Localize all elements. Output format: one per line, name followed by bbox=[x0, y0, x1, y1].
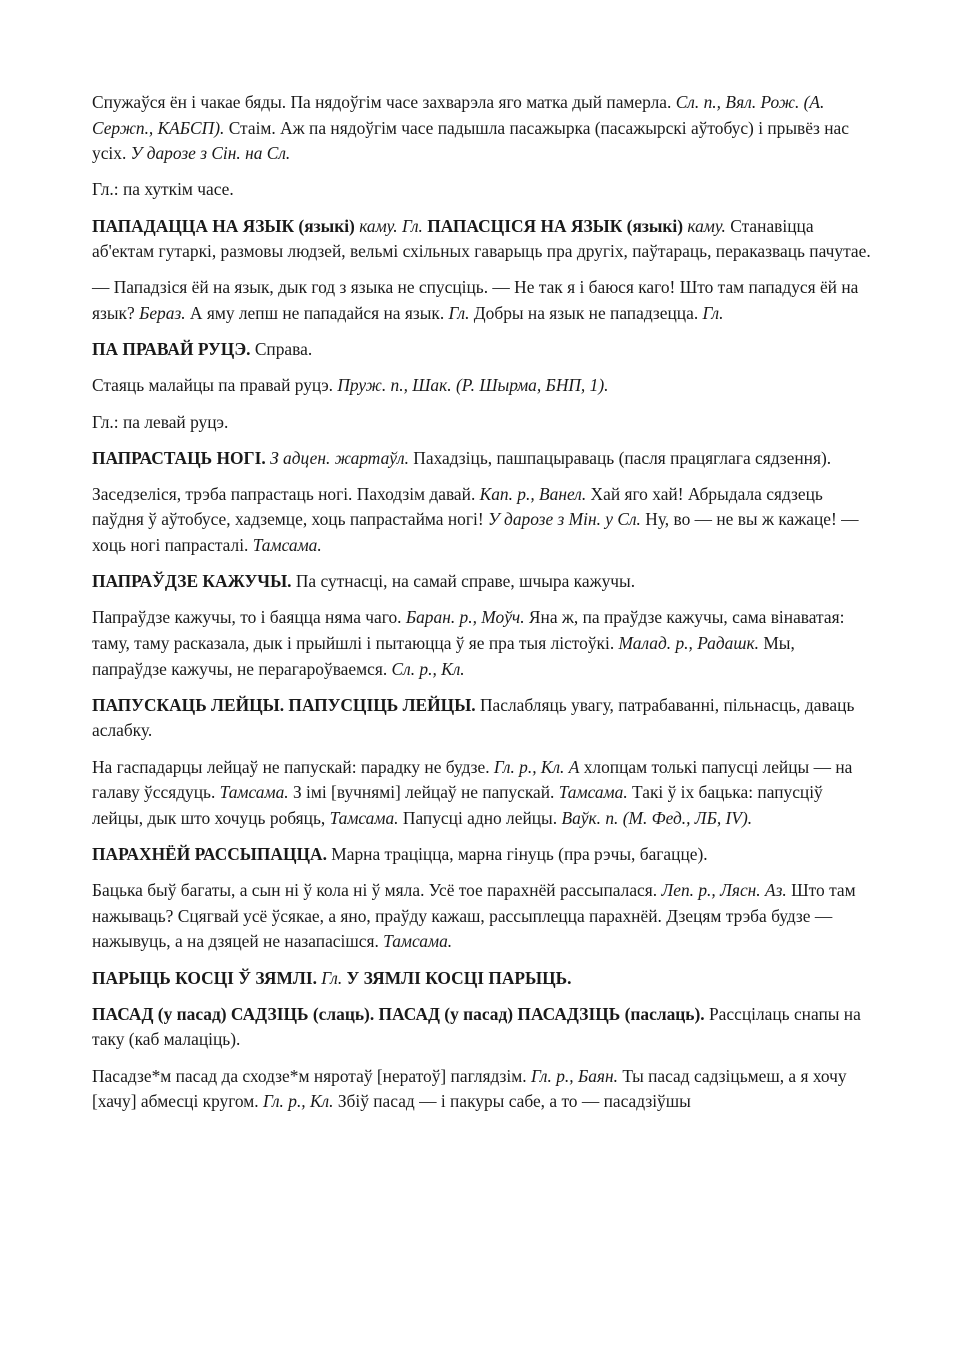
paragraph bbox=[92, 214, 872, 265]
source-reference: Гл. р., Кл. bbox=[263, 1091, 334, 1112]
source-reference: Гл. bbox=[702, 302, 724, 323]
entry-headword: ПА ПРАВАЙ РУЦЭ. bbox=[92, 339, 251, 360]
text-run: Такі ў іх бацька: папусціў лейцы, дык што хочуць робяць, bbox=[92, 782, 823, 828]
paragraph bbox=[92, 569, 872, 595]
paragraph bbox=[92, 693, 872, 744]
text-run: Станавіцца аб'ектам гутаркі, размовы людзей, вельмі схільных гаварыць пра другіх, паўтараць, пераказваць пачутае. bbox=[92, 215, 871, 262]
paragraph bbox=[92, 410, 872, 436]
source-reference: Тамсама. bbox=[252, 535, 322, 556]
entry-headword: ПАРАХНЁЙ РАССЫПАЦЦА. bbox=[92, 843, 327, 864]
source-reference: Гл. р., Баян. bbox=[530, 1065, 618, 1086]
paragraph bbox=[92, 605, 872, 682]
source-reference: Гл. bbox=[448, 302, 470, 323]
document-page bbox=[92, 90, 872, 1125]
entry-headword: ПАРЫЦЬ КОСЦІ Ў ЗЯМЛІ. bbox=[92, 967, 317, 988]
source-reference: каму. bbox=[683, 215, 726, 236]
paragraph bbox=[92, 1002, 872, 1053]
source-reference: У дарозе з Сін. на Сл. bbox=[130, 143, 291, 164]
text-run: Ну, во — не вы ж кажаце! — хоць ногі папрасталі. bbox=[92, 509, 859, 556]
text-run: Справа. bbox=[250, 339, 313, 360]
text-run: Бацька быў багаты, а сын ні ў кола ні ў мяла. Усё тое парахнёй рассыпалася. bbox=[92, 880, 662, 901]
paragraph bbox=[92, 878, 872, 955]
paragraph bbox=[92, 275, 872, 326]
entry-headword: ПАПАСЦІСЯ НА ЯЗЫК (языкі) bbox=[422, 215, 684, 236]
paragraph bbox=[92, 966, 872, 992]
text-run: Яна ж, па праўдзе кажучы, сама вінаватая: таму, таму расказала, дык і прыйшлі і пытаюцца ў яе пра тыя лістоўкі. bbox=[92, 607, 845, 654]
text-run: Хай яго хай! Абрыдала сядзець паўдня ў аўтобусе, хадземце, хоць папрастайма ногі! bbox=[92, 483, 823, 530]
paragraph bbox=[92, 1064, 872, 1115]
text-run: Ты пасад садзіцьмеш, а я хочу [хачу] абмесці кругом. bbox=[92, 1065, 847, 1112]
source-reference: З адцен. жартаўл. bbox=[265, 447, 409, 468]
text-run: З імі [вучнямі] лейцаў не папускай. bbox=[288, 782, 559, 803]
paragraph bbox=[92, 373, 872, 399]
source-reference: Тамсама. bbox=[329, 807, 399, 828]
source-reference: Баран. р., Моўч. bbox=[405, 607, 525, 628]
source-reference: Пруж. п., Шак. (Р. Шырма, БНП, 1). bbox=[337, 375, 609, 396]
text-run: Мы, папраўдзе кажучы, не перагароўваемся. bbox=[92, 633, 795, 679]
text-run: Папраўдзе кажучы, то і баяцца няма чаго. bbox=[92, 607, 406, 628]
source-reference: Малад. р., Радашк. bbox=[618, 633, 759, 654]
entry-headword: ПАПРАЎДЗЕ КАЖУЧЫ. bbox=[92, 571, 292, 592]
paragraph bbox=[92, 90, 872, 167]
source-reference: Сл. р., Кл. bbox=[391, 658, 465, 679]
source-reference: Ваўк. п. (М. Фед., ЛБ, IV). bbox=[561, 807, 753, 828]
source-reference: Кап. р., Ванел. bbox=[479, 483, 587, 504]
text-run: А яму лепш не пападайся на язык. bbox=[185, 302, 449, 323]
paragraph bbox=[92, 177, 872, 203]
entry-headword: У ЗЯМЛІ КОСЦІ ПАРЫЦЬ. bbox=[342, 967, 572, 988]
text-run: Пасадзе*м пасад да сходзе*м няротаў [нератоў] паглядзім. bbox=[92, 1065, 531, 1086]
source-reference: У дарозе з Мін. у Сл. bbox=[487, 509, 641, 530]
text-run: Што там нажываць? Сцягвай усё ўсякае, а яно, праўду кажаш, рассыплецца парахнёй. Дзецям трэба будзе — нажывуць, а на дзяцей не назапасішся. bbox=[92, 880, 856, 952]
text-run: Стаяць малайцы па правай руцэ. bbox=[92, 375, 338, 396]
text-run: Пахадзіць, пашпацыраваць (пасля працяглага сядзення). bbox=[408, 447, 832, 468]
entry-headword: ПАСАД (у пасад) САДЗІЦЬ (слаць). ПАСАД (у пасад) ПАСАДЗІЦЬ (паслаць). bbox=[92, 1003, 705, 1024]
text-run: Гл.: па левай руцэ. bbox=[92, 411, 229, 432]
text-run: На гаспадарцы лейцаў не папускай: парадку не будзе. bbox=[92, 756, 494, 777]
paragraph bbox=[92, 482, 872, 559]
paragraph bbox=[92, 842, 872, 868]
text-run: хлопцам толькі папусці лейцы — на галаву ўссядуць. bbox=[92, 756, 853, 803]
text-run: Гл.: па хуткім часе. bbox=[92, 179, 234, 200]
text-run: Збіў пасад — і пакуры сабе, а то — пасадзіўшы bbox=[333, 1091, 691, 1112]
source-reference: Гл. bbox=[316, 967, 343, 988]
text-run: Марна траціцца, марна гінуць (пра рэчы, багацце). bbox=[326, 843, 708, 864]
text-run: Рассцілаць снапы на таку (каб малаціць). bbox=[92, 1003, 861, 1050]
source-reference: Сл. п., Вял. Рож. (А. Сержп., КАБСП). bbox=[92, 92, 825, 138]
entry-headword: ПАПРАСТАЦЬ НОГІ. bbox=[92, 447, 266, 468]
text-run: Стаім. Аж па нядоўгім часе падышла пасажырка (пасажырскі аўтобус) і прывёз нас усіх. bbox=[92, 117, 849, 164]
text-run: — Пападзіся ёй на язык, дык год з языка не спусціць. — Не так я і баюся каго! Што там пападуся ёй на язык? bbox=[92, 277, 859, 323]
text-run: Добры на язык не пападзецца. bbox=[469, 302, 703, 323]
paragraph bbox=[92, 446, 872, 472]
source-reference: каму. Гл. bbox=[354, 215, 423, 236]
source-reference: Тамсама. bbox=[219, 782, 289, 803]
text-run: Папусці адно лейцы. bbox=[398, 807, 562, 828]
text-run: Заседзеліся, трэба папрастаць ногі. Паходзім давай. bbox=[92, 483, 480, 504]
source-reference: Бераз. bbox=[139, 302, 186, 323]
text-run: Паслабляць увагу, патрабаванні, пільнасць, даваць аслабку. bbox=[92, 694, 855, 741]
source-reference: Леп. р., Лясн. Аз. bbox=[661, 880, 787, 901]
source-reference: Тамсама. bbox=[383, 931, 453, 952]
entry-headword: ПАПАДАЦЦА НА ЯЗЫК (языкі) bbox=[92, 215, 355, 236]
text-run: Спужаўся ён і чакае бяды. Па нядоўгім часе захварэла яго матка дый памерла. bbox=[92, 92, 676, 112]
entry-headword: ПАПУСКАЦЬ ЛЕЙЦЫ. ПАПУСЦІЦЬ ЛЕЙЦЫ. bbox=[92, 694, 476, 715]
source-reference: Тамсама. bbox=[558, 782, 628, 803]
paragraph bbox=[92, 337, 872, 363]
text-run: Па сутнасці, на самай справе, шчыра кажучы. bbox=[291, 571, 636, 592]
paragraph bbox=[92, 755, 872, 832]
source-reference: Гл. р., Кл. А bbox=[493, 756, 580, 777]
